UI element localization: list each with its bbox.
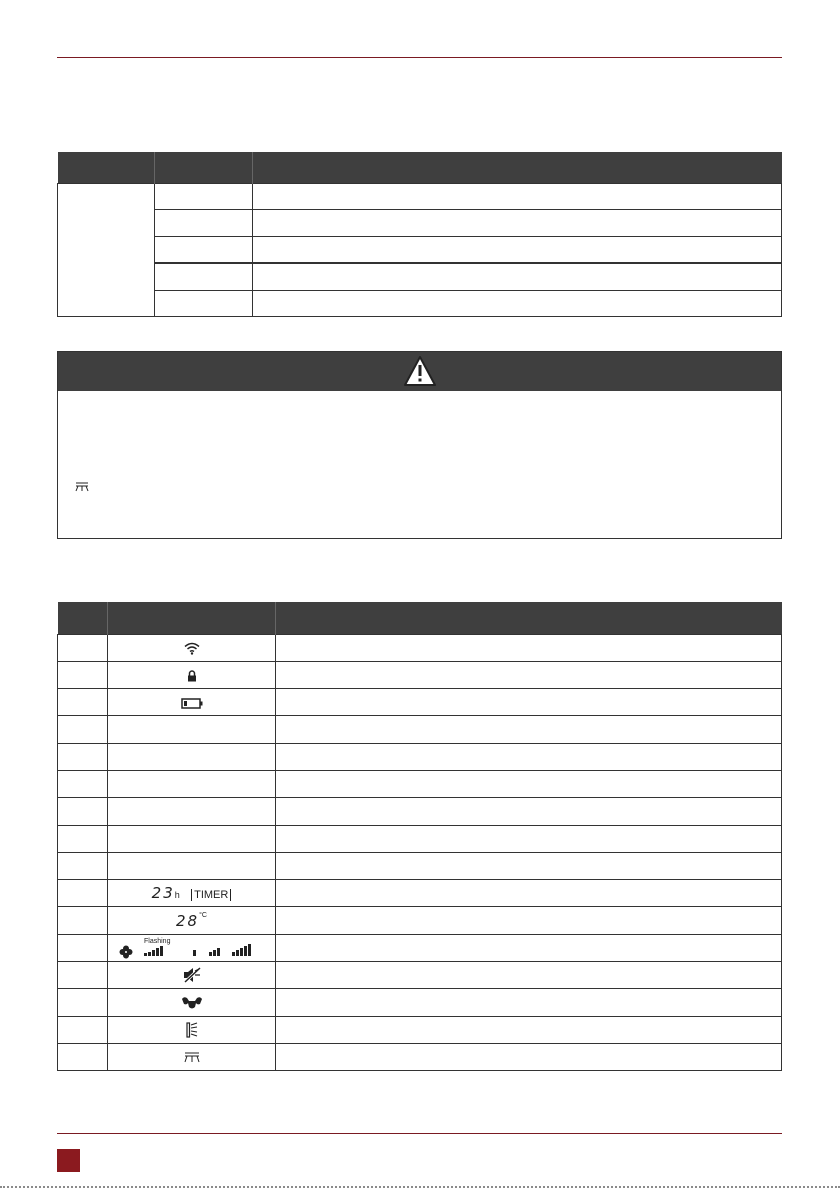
timer-digits: 23 <box>151 884 175 903</box>
temperature-unit: °C <box>199 911 207 919</box>
desc-cell <box>276 743 782 770</box>
warning-triangle-icon <box>403 355 437 387</box>
footer-rule <box>57 1133 782 1134</box>
spec-table-header <box>58 152 782 183</box>
table-row <box>58 716 782 743</box>
table-row <box>58 880 782 907</box>
icon-cell <box>108 770 276 797</box>
desc-cell <box>276 907 782 934</box>
temperature-digits: 28 <box>176 911 200 930</box>
spec-cell <box>253 210 782 237</box>
no-cell <box>58 1043 108 1070</box>
fan-icon <box>119 945 132 958</box>
desc-cell <box>276 689 782 716</box>
spec-cell <box>253 263 782 290</box>
no-cell <box>58 934 108 961</box>
no-cell <box>58 825 108 852</box>
spec-cell <box>253 237 782 264</box>
icon-cell <box>108 907 276 934</box>
spec-cell <box>155 183 253 210</box>
table-row <box>58 770 782 797</box>
icon-cell <box>108 689 276 716</box>
desc-cell <box>276 880 782 907</box>
table-row <box>58 743 782 770</box>
no-cell <box>58 962 108 989</box>
icon-cell <box>108 798 276 825</box>
desc-cell <box>276 770 782 797</box>
desc-cell <box>276 962 782 989</box>
icon-cell <box>108 634 276 661</box>
swing-louver-icon <box>75 482 89 492</box>
spec-group-cell <box>58 183 155 317</box>
lock-icon <box>187 670 197 682</box>
desc-cell <box>276 661 782 688</box>
page-edge-dotted-line <box>0 1186 840 1188</box>
desc-cell <box>276 798 782 825</box>
table-row <box>58 989 782 1016</box>
desc-cell <box>276 825 782 852</box>
no-cell <box>58 1016 108 1043</box>
table-row <box>58 852 782 879</box>
desc-cell <box>276 634 782 661</box>
desc-cell <box>276 934 782 961</box>
icons-header-cell <box>58 602 108 634</box>
spec-cell <box>253 290 782 317</box>
icon-cell <box>108 934 276 961</box>
table-row <box>58 1043 782 1070</box>
icon-cell <box>108 962 276 989</box>
spec-cell <box>155 290 253 317</box>
display-icons-table <box>57 602 782 1071</box>
icon-cell <box>108 825 276 852</box>
no-cell <box>58 989 108 1016</box>
icons-header-cell <box>276 602 782 634</box>
table-row <box>58 689 782 716</box>
battery-low-icon <box>181 698 203 709</box>
spec-cell <box>155 210 253 237</box>
table-row <box>58 825 782 852</box>
timer-label: TIMER <box>191 889 231 901</box>
icon-cell <box>108 1016 276 1043</box>
page-number-block <box>57 1149 80 1172</box>
fan-bars-flashing <box>144 946 163 956</box>
breeze-icon <box>186 1022 198 1038</box>
icon-cell <box>108 1043 276 1070</box>
spec-header-cell <box>58 152 155 183</box>
table-row <box>58 263 782 290</box>
no-cell <box>58 770 108 797</box>
desc-cell <box>276 1043 782 1070</box>
warning-header <box>58 352 781 391</box>
icons-table-header <box>58 602 782 634</box>
table-row <box>58 798 782 825</box>
spec-cell <box>155 237 253 264</box>
table-row <box>58 934 782 961</box>
icon-cell <box>108 989 276 1016</box>
no-cell <box>58 634 108 661</box>
strong-mode-icon <box>181 996 203 1010</box>
table-row <box>58 661 782 688</box>
table-row <box>58 210 782 237</box>
table-row <box>58 634 782 661</box>
table-row <box>58 183 782 210</box>
wifi-icon <box>184 642 200 655</box>
table-row <box>58 1016 782 1043</box>
fan-bars-medium <box>209 948 220 956</box>
spec-cell <box>253 183 782 210</box>
table-row <box>58 962 782 989</box>
header-rule <box>57 57 782 58</box>
spec-header-cell <box>253 152 782 183</box>
no-cell <box>58 852 108 879</box>
no-cell <box>58 689 108 716</box>
no-cell <box>58 716 108 743</box>
no-cell <box>58 743 108 770</box>
table-row <box>58 290 782 317</box>
no-cell <box>58 880 108 907</box>
icon-cell <box>108 852 276 879</box>
desc-cell <box>276 1016 782 1043</box>
fan-bars-high <box>232 944 251 956</box>
icon-cell <box>108 880 276 907</box>
no-cell <box>58 798 108 825</box>
icon-cell <box>108 661 276 688</box>
spec-header-cell <box>155 152 253 183</box>
icon-cell <box>108 743 276 770</box>
fan-speed-indicator <box>117 936 267 960</box>
timer-unit: h <box>174 890 180 901</box>
table-row <box>58 907 782 934</box>
icon-cell <box>108 716 276 743</box>
desc-cell <box>276 716 782 743</box>
icons-header-cell <box>108 602 276 634</box>
desc-cell <box>276 989 782 1016</box>
spec-cell <box>155 263 253 290</box>
spec-table <box>57 152 782 317</box>
mute-icon <box>182 967 202 983</box>
fan-bars-low <box>193 950 196 956</box>
swing-louver-icon <box>184 1052 200 1063</box>
warning-body <box>58 391 781 538</box>
warning-box <box>57 351 782 539</box>
table-row <box>58 237 782 264</box>
desc-cell <box>276 852 782 879</box>
no-cell <box>58 907 108 934</box>
no-cell <box>58 661 108 688</box>
fan-flashing-label: Flashing <box>143 937 170 945</box>
